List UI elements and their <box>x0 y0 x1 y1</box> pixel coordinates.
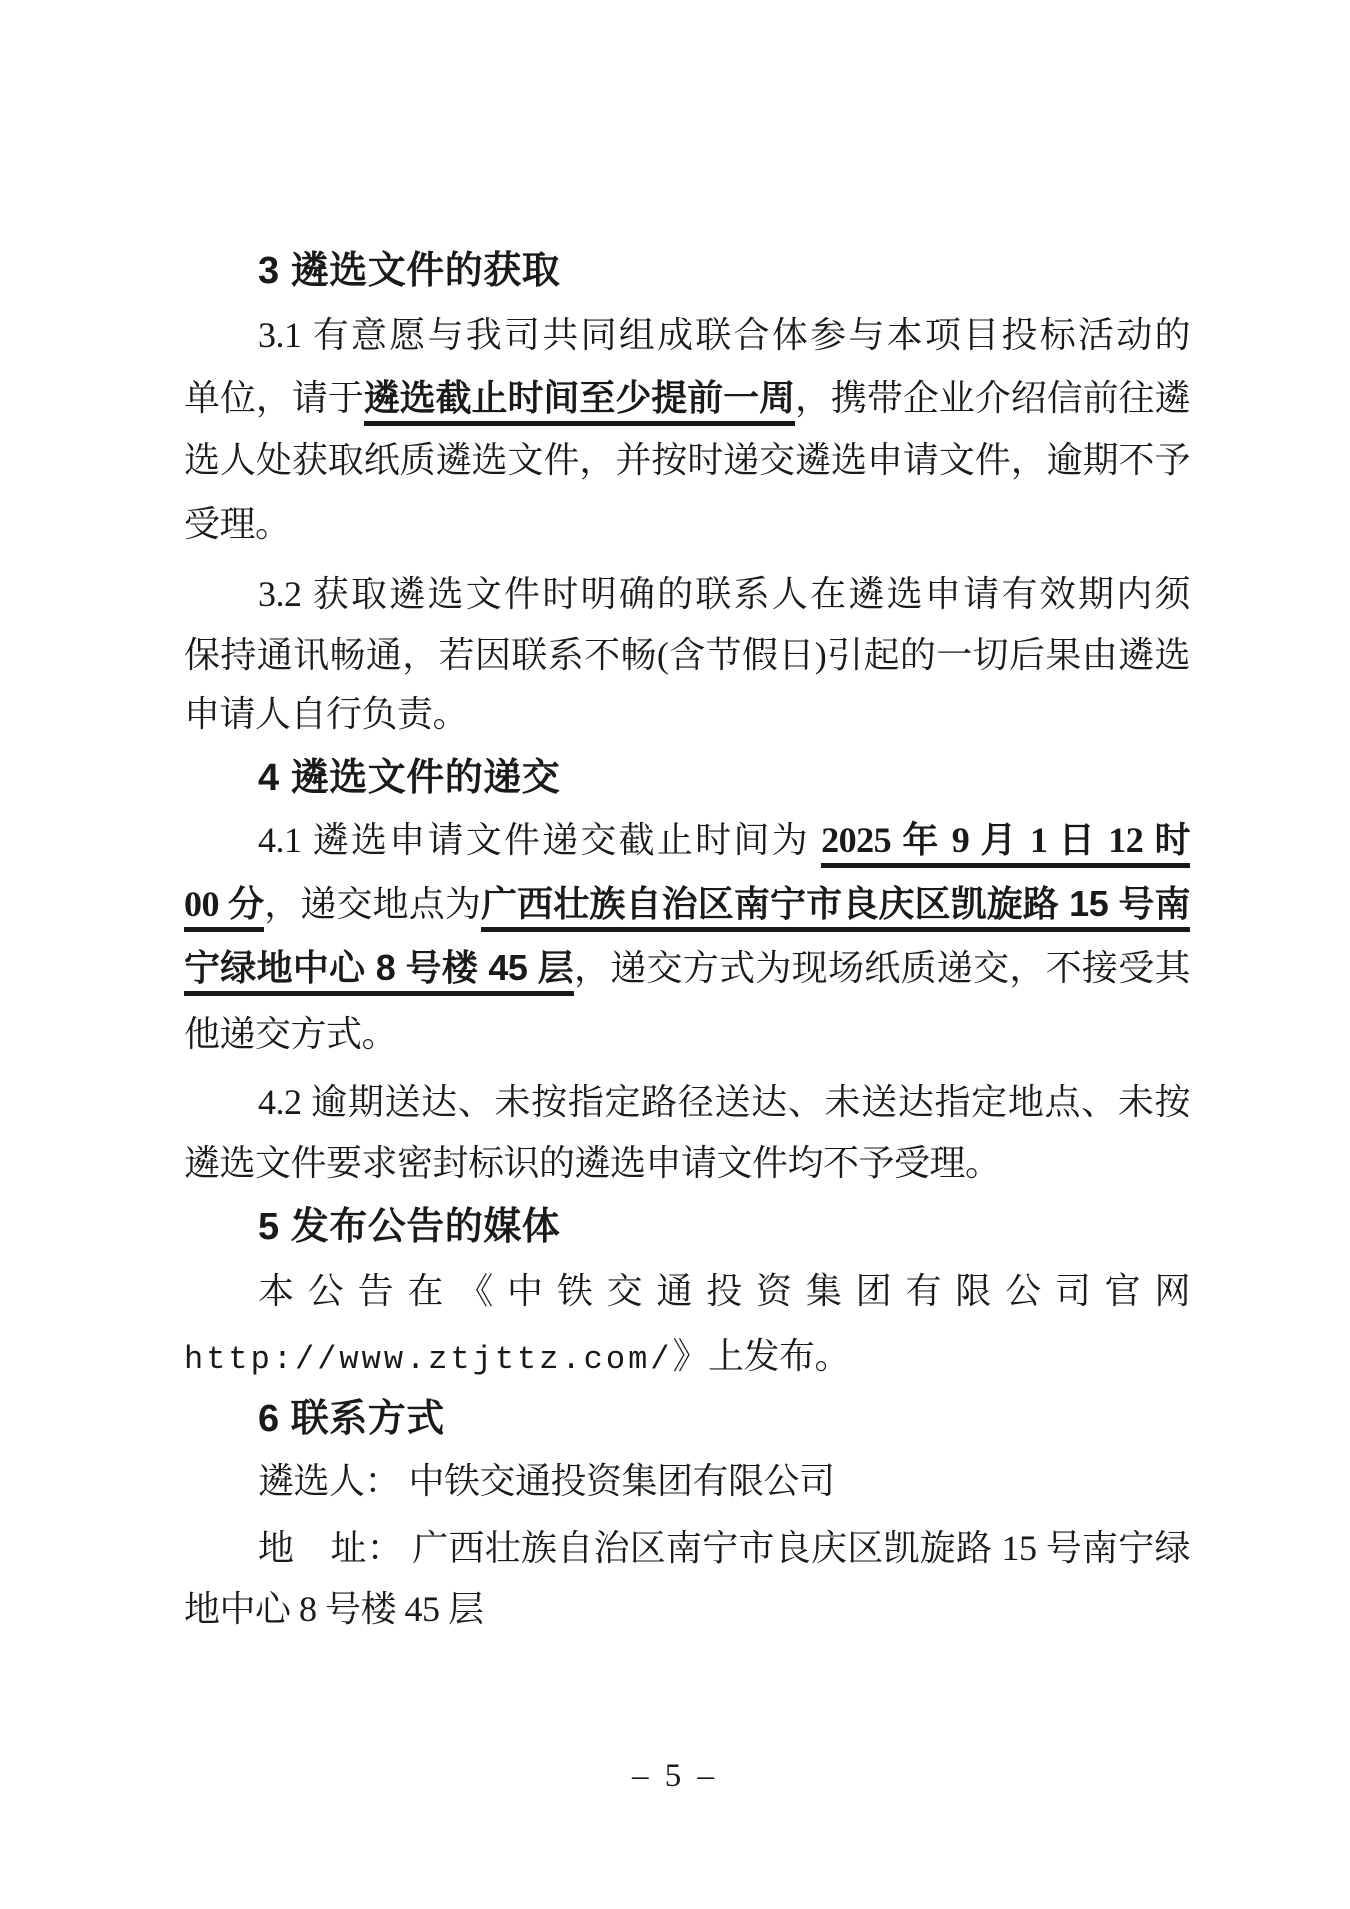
para-4-2-line-1 <box>184 1079 1190 1125</box>
text-run: 》上发布。 <box>672 1336 850 1376</box>
text-run: 申请人自行负责。 <box>184 694 469 734</box>
section-3-heading-text: 3 遴选文件的获取 <box>258 250 561 292</box>
para-4-1-line-4 <box>184 1011 1190 1057</box>
section-4-heading <box>184 755 1190 801</box>
text-run: ，携带企业介绍信前往遴 <box>795 378 1190 418</box>
para-3-1-line-2 <box>184 375 1190 421</box>
section-3-heading <box>184 248 1190 294</box>
para-3-1-line-1 <box>184 312 1190 358</box>
contact-address-line-1 <box>184 1525 1190 1571</box>
para-5-line-1 <box>184 1268 1190 1314</box>
text-run: 单位，请于 <box>184 378 364 418</box>
para-4-1-line-2 <box>184 881 1190 927</box>
contact-address-line-2 <box>184 1586 1190 1632</box>
section-4-heading-text: 4 遴选文件的递交 <box>258 757 561 799</box>
text-run: 4.1 遴选申请文件递交截止时间为 <box>258 820 822 860</box>
contact-selector-line <box>184 1458 1190 1504</box>
text-run: 选人处获取纸质遴选文件，并按时递交遴选申请文件，逾期不予 <box>184 440 1190 480</box>
text-run: ，递交方式为现场纸质递交，不接受其 <box>573 948 1190 988</box>
submission-deadline-emphasis: 2025 年 9 月 1 日 12 时 <box>821 820 1190 868</box>
text-run: 保持通讯畅通，若因联系不畅(含节假日)引起的一切后果由遴选 <box>184 635 1190 675</box>
para-3-1-line-4 <box>184 501 1190 547</box>
page-number-text: – 5 – <box>632 1758 718 1794</box>
text-run: ，递交地点为 <box>264 884 482 924</box>
para-5-line-2 <box>184 1333 1190 1383</box>
text-run: 4.2 逾期送达、未按指定路径送达、未送达指定地点、未按 <box>258 1082 1190 1122</box>
para-3-2-line-2 <box>184 632 1190 678</box>
para-4-1-line-1 <box>184 817 1190 863</box>
submission-address-emphasis-cont: 宁绿地中心 8 号楼 45 层 <box>184 947 574 996</box>
submission-address-emphasis: 广西壮族自治区南宁市良庆区凯旋路 15 号南 <box>481 883 1190 932</box>
submission-deadline-minutes-emphasis: 00 分 <box>184 884 264 932</box>
section-6-heading <box>184 1396 1190 1442</box>
section-5-heading-text: 5 发布公告的媒体 <box>258 1206 561 1248</box>
deadline-advance-notice-emphasis: 遴选截止时间至少提前一周 <box>364 377 795 426</box>
section-6-heading-text: 6 联系方式 <box>258 1398 445 1440</box>
text-run: 受理。 <box>184 504 291 544</box>
text-run: 遴选文件要求密封标识的遴选申请文件均不予受理。 <box>184 1143 1001 1183</box>
text-run: 地 址： 广西壮族自治区南宁市良庆区凯旋路 15 号南宁绿 <box>258 1528 1190 1568</box>
text-run: 他递交方式。 <box>184 1014 398 1054</box>
text-run: 3.2 获取遴选文件时明确的联系人在遴选申请有效期内须 <box>258 574 1190 614</box>
text-run: 地中心 8 号楼 45 层 <box>184 1589 484 1629</box>
section-5-heading <box>184 1204 1190 1250</box>
para-3-2-line-3 <box>184 691 1190 737</box>
para-3-2-line-1 <box>184 571 1190 617</box>
page-number <box>0 1758 1350 1795</box>
text-run: 3.1 有意愿与我司共同组成联合体参与本项目投标活动的 <box>258 315 1190 355</box>
text-run: 本公告在《中铁交通投资集团有限公司官网 <box>258 1271 1190 1311</box>
para-4-1-line-3 <box>184 945 1190 991</box>
official-website-url: http://www.ztjttz.com/ <box>184 1341 673 1378</box>
text-run: 遴选人： 中铁交通投资集团有限公司 <box>258 1461 835 1501</box>
para-4-2-line-2 <box>184 1140 1190 1186</box>
para-3-1-line-3 <box>184 437 1190 483</box>
